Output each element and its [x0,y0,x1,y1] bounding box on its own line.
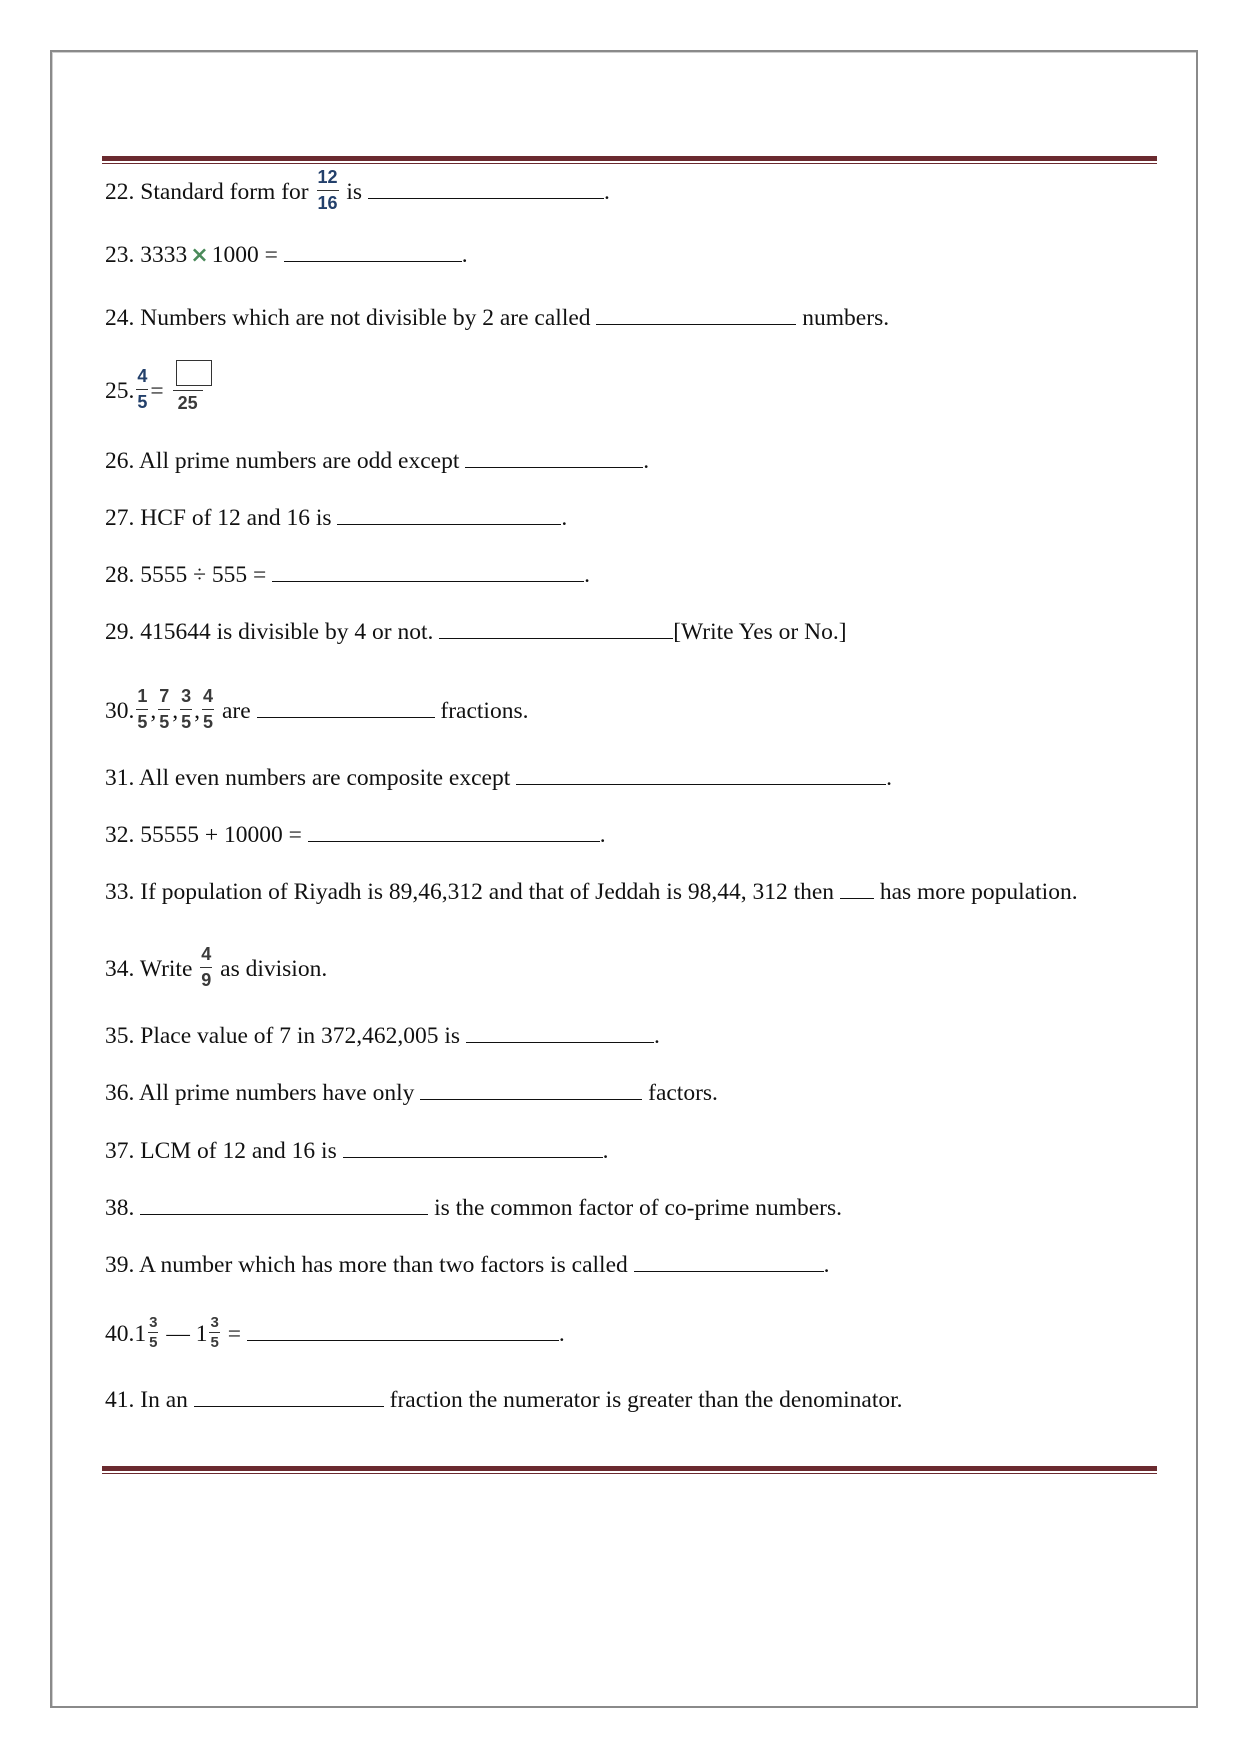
answer-blank[interactable] [343,1137,603,1158]
question-24: 24. Numbers which are not divisible by 2 are called numbers. [105,305,890,331]
answer-blank[interactable] [420,1079,642,1100]
answer-blank[interactable] [634,1251,824,1272]
answer-blank[interactable] [272,561,584,582]
fraction: $\frac{4}{5}$ [137,366,148,412]
answer-blank[interactable] [465,447,643,468]
multiply-icon: × [190,243,209,268]
question-30: 30. $\frac{1}{5}$ , $\frac{7}{5}$ , $\frac{3}{5}$ , $\frac{4}{5}$ are fractions. [105,686,529,732]
question-33: 33. If population of Riyadh is 89,46,312 and that of Jeddah is 98,44, 312 then has more population. [105,879,1078,905]
answer-blank[interactable] [194,1386,384,1407]
answer-blank[interactable] [257,697,435,718]
fraction: $\frac{1}{5}$ [137,686,148,732]
question-32: 32. 55555 + 10000 = . [105,822,606,848]
answer-blank[interactable] [368,178,604,199]
answer-box[interactable] [176,360,212,386]
fraction: $\frac{3}{5}$ [149,1314,158,1351]
question-38: 38. is the common factor of co-prime numbers. [105,1195,842,1221]
answer-blank[interactable] [439,618,673,639]
fraction: $\frac{4}{9}$ [201,944,212,990]
question-27: 27. HCF of 12 and 16 is . [105,505,568,531]
question-40: 40.1 $\frac{3}{5}$ — 1 $\frac{3}{5}$ = . [105,1314,565,1351]
fraction: $\frac{12}{16}$ [317,167,338,213]
fraction: $\frac{7}{5}$ [159,686,170,732]
answer-blank[interactable] [140,1194,428,1215]
answer-blank[interactable] [466,1022,654,1043]
question-23: 23. 3333 × 1000 = . [105,242,468,268]
answer-blank[interactable] [337,504,561,525]
header-rule [102,156,1157,164]
answer-blank[interactable] [247,1320,559,1341]
answer-blank[interactable] [596,304,796,325]
question-35: 35. Place value of 7 in 372,462,005 is . [105,1023,660,1049]
question-28: 28. 5555 ÷ 555 = . [105,562,591,588]
answer-blank[interactable] [284,241,462,262]
question-26: 26. All prime numbers are odd except . [105,448,650,474]
question-31: 31. All even numbers are composite except . [105,765,892,791]
fraction: $\frac{4}{5}$ [203,686,214,732]
question-34: 34. Write $\frac{4}{9}$ as division. [105,944,328,990]
answer-blank[interactable] [308,821,600,842]
fraction: $\frac{3}{5}$ [210,1314,219,1351]
answer-blank[interactable] [840,878,874,899]
fraction: $\frac{3}{5}$ [181,686,192,732]
question-36: 36. All prime numbers have only factors. [105,1080,718,1106]
question-37: 37. LCM of 12 and 16 is . [105,1138,609,1164]
question-39: 39. A number which has more than two factors is called . [105,1252,830,1278]
question-41: 41. In an fraction the numerator is greater than the denominator. [105,1387,903,1413]
footer-rule [102,1466,1157,1474]
question-22: 22. Standard form for $\frac{12}{16}$ is . [105,167,610,213]
answer-blank[interactable] [516,764,886,785]
missing-numerator-fraction: 25 [164,360,212,413]
question-25: 25. $\frac{4}{5}$ = 25 [105,366,212,419]
question-29: 29. 415644 is divisible by 4 or not. [Write Yes or No.] [105,619,847,645]
